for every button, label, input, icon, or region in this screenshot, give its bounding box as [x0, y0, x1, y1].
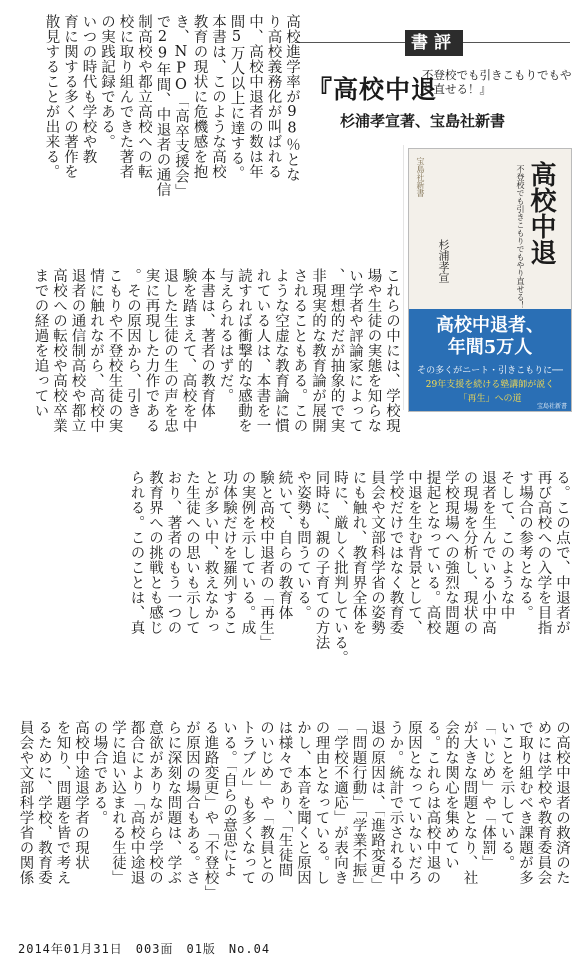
article-column: 退した生徒の生の声を忠: [162, 268, 178, 433]
article-column: が原因の場合もある。さ: [184, 720, 200, 885]
article-column: 「学校不適応」が表向き: [332, 720, 348, 885]
article-column: こもりや不登校生徒の実: [106, 268, 123, 433]
article-column: いる。「自らの意思によ: [221, 720, 237, 878]
article-column: 提起となっている。高校: [424, 470, 441, 635]
article-column: 退の原因は、「進路変更」: [369, 720, 385, 893]
divider: [403, 145, 404, 410]
article-column: の現場を分析し、現状の: [461, 470, 478, 635]
band-title-line-1: 高校中退者、: [436, 315, 544, 336]
article-column: す場合の参考となる。: [517, 470, 533, 620]
article-column: 高校への転校や高校卒業: [51, 268, 67, 433]
article-column: られる。このことは、真: [128, 470, 145, 635]
book-cover-image: [408, 148, 572, 412]
article-column: や姿勢も問うている。: [295, 470, 311, 620]
article-column: うか。統計で示される中: [387, 720, 404, 885]
article-column: は様々であり、「生徒間: [276, 720, 293, 878]
article-column: の実践記録である。: [99, 14, 115, 149]
article-column: 間5万人以上に達する。: [228, 14, 245, 181]
band-line-2: 「再生」への道: [458, 394, 522, 404]
article-column: トラブル」も多くなって: [239, 720, 256, 885]
article-column: 退者の通信制高校や都立: [69, 268, 86, 433]
article-column: 本書は、著者の教育体: [199, 268, 215, 418]
article-column: 「いじめ」や「体罰」: [480, 720, 496, 870]
cover-label: 宝島社新書: [416, 157, 425, 197]
article-column: き、NPO「高卒支援会」: [173, 14, 189, 199]
article-column: 、理想的だが抽象的で実: [328, 268, 345, 433]
article-column: いことを示している。: [498, 720, 515, 870]
article-column: いつの時代も学校や教: [80, 14, 97, 164]
band-subtitle: その多くがニート・引きこもりに──: [417, 366, 563, 376]
article-column: 中、高校中退者の数は年: [247, 14, 263, 179]
article-column: 教育の現状に危機感を抱: [191, 14, 208, 179]
cover-author: 杉浦孝宣: [437, 239, 450, 283]
article-column: 本書は、このような高校: [210, 14, 226, 179]
article-column: されることもある。この: [291, 268, 308, 433]
article-column: の実例を示している。成: [239, 470, 256, 635]
band-publisher: 宝島社新書: [536, 403, 567, 410]
article-column: い学者や評論家によって: [347, 268, 363, 433]
article-column: 意欲がありながら学校の: [147, 720, 163, 885]
page-footer: 2014年01月31日 003面 01版 No.04: [18, 942, 271, 956]
article-column: そして、このような中: [498, 470, 515, 620]
article-column: 実に再現した力作である: [143, 268, 160, 433]
article-column: 再び高校への入学を目指: [535, 470, 552, 635]
article-column: 中退を生む背景として、: [406, 470, 422, 635]
article-column: これらの中には、学校現: [384, 268, 400, 433]
article-column: 続いて、自らの教育体: [276, 470, 293, 620]
article-column: るために、学校、教育委: [36, 720, 52, 885]
article-column: 退者を生んでいる小中高: [480, 470, 496, 635]
article-column: のいじめ」や「教員との: [258, 720, 274, 885]
article-column: る。これらは高校中退の: [424, 720, 441, 885]
article-column: で29年間、中退者の通信: [154, 14, 171, 197]
article-column: 読すれば衝撃的な感動を: [236, 268, 252, 433]
book-subtitle: 不登校でも引きこもりでもやり直せる！』: [422, 68, 572, 96]
article-column: の高校中退者の救済のた: [554, 720, 570, 885]
article-column: おり、著者のもう一つの: [165, 470, 182, 635]
article-column: までの経過を追ってい: [32, 268, 49, 418]
section-kind-badge: 書評: [405, 30, 463, 56]
review-header: [295, 30, 570, 130]
article-column: 員会や文部科学省の関係: [17, 720, 34, 885]
article-column: で取り組むべき課題が多: [517, 720, 533, 885]
article-column: る。この点で、中退者が: [554, 470, 570, 635]
article-column: ような空虚な教育論に慣: [273, 268, 289, 433]
article-column: 。その原因から、引き: [125, 268, 141, 418]
author-publisher: 杉浦孝宣著、宝島社新書: [340, 112, 506, 130]
article-column: る進路変更」や「不登校」: [202, 720, 219, 900]
book-title: 『高校中退: [307, 75, 438, 104]
article-column: 散見することが出来る。: [43, 14, 60, 179]
article-column: とが多い中、救えなかっ: [202, 470, 219, 635]
article-column: 会的な関心を集めてい: [443, 720, 459, 870]
article-column: 功体験だけを羅列するこ: [221, 470, 237, 635]
article-column: の場合である。: [91, 720, 108, 825]
article-column: 同時に、親の子育ての方法: [313, 470, 330, 650]
cover-band: [409, 309, 571, 411]
article-column: 「問題行動」「学業不振」: [350, 720, 367, 893]
article-column: 験を踏まえて、高校を中: [180, 268, 197, 433]
article-column: かし、本音を聞くと原因: [295, 720, 311, 885]
article-column: 高校中途退学者の現状: [73, 720, 89, 870]
cover-title: 高校中退: [526, 161, 556, 265]
article-column: を知り、問題を皆で考え: [54, 720, 71, 885]
article-column: めには学校や教育委員会: [535, 720, 552, 885]
article-column: 学に追い込まれる生徒」: [110, 720, 126, 885]
article-column: 学校だけではなく教育委: [387, 470, 404, 635]
article-column: 験と高校中退者の「再生」: [258, 470, 274, 650]
article-column: 非現実的な教育論が展開: [310, 268, 326, 433]
article-column: 員会や文部科学省の姿勢: [369, 470, 385, 635]
article-column: の理由となっている。し: [313, 720, 330, 885]
article-column: が大きな問題となり、社: [461, 720, 478, 885]
article-column: 制高校や都立高校への転: [136, 14, 152, 179]
cover-tagline: 不登校でも引きこもりでもやり直せる！: [516, 165, 525, 309]
article-column: 都合により「高校中途退: [128, 720, 145, 885]
band-title-line-2: 年間5万人: [447, 337, 533, 358]
article-column: り高校義務化が叫ばれる: [265, 14, 282, 179]
article-column: 教育界への挑戦とも感じ: [147, 470, 163, 635]
article-column: 与えられるはずだ。: [217, 268, 234, 403]
article-column: らに深刻な問題は、学ぶ: [165, 720, 182, 885]
article-column: 時に、厳しく批判している。: [332, 470, 348, 665]
article-column: 情に触れながら、高校中: [88, 268, 104, 433]
article-column: にも触れ、教育界全体を: [350, 470, 367, 635]
article-column: た生徒への思いも示して: [184, 470, 200, 635]
article-column: 原因となっていないだろ: [406, 720, 422, 885]
article-column: 場や生徒の実態を知らな: [365, 268, 382, 433]
band-line-1: 29年支援を続ける塾講師が説く: [425, 380, 555, 390]
article-column: 育に関する多くの著作を: [62, 14, 78, 179]
article-column: れている人は、本書を一: [254, 268, 271, 433]
article-column: 校に取り組んできた著者: [117, 14, 134, 179]
article-column: 高校進学率が98％とな: [284, 14, 300, 182]
article-column: 学校現場への強烈な問題: [443, 470, 459, 635]
